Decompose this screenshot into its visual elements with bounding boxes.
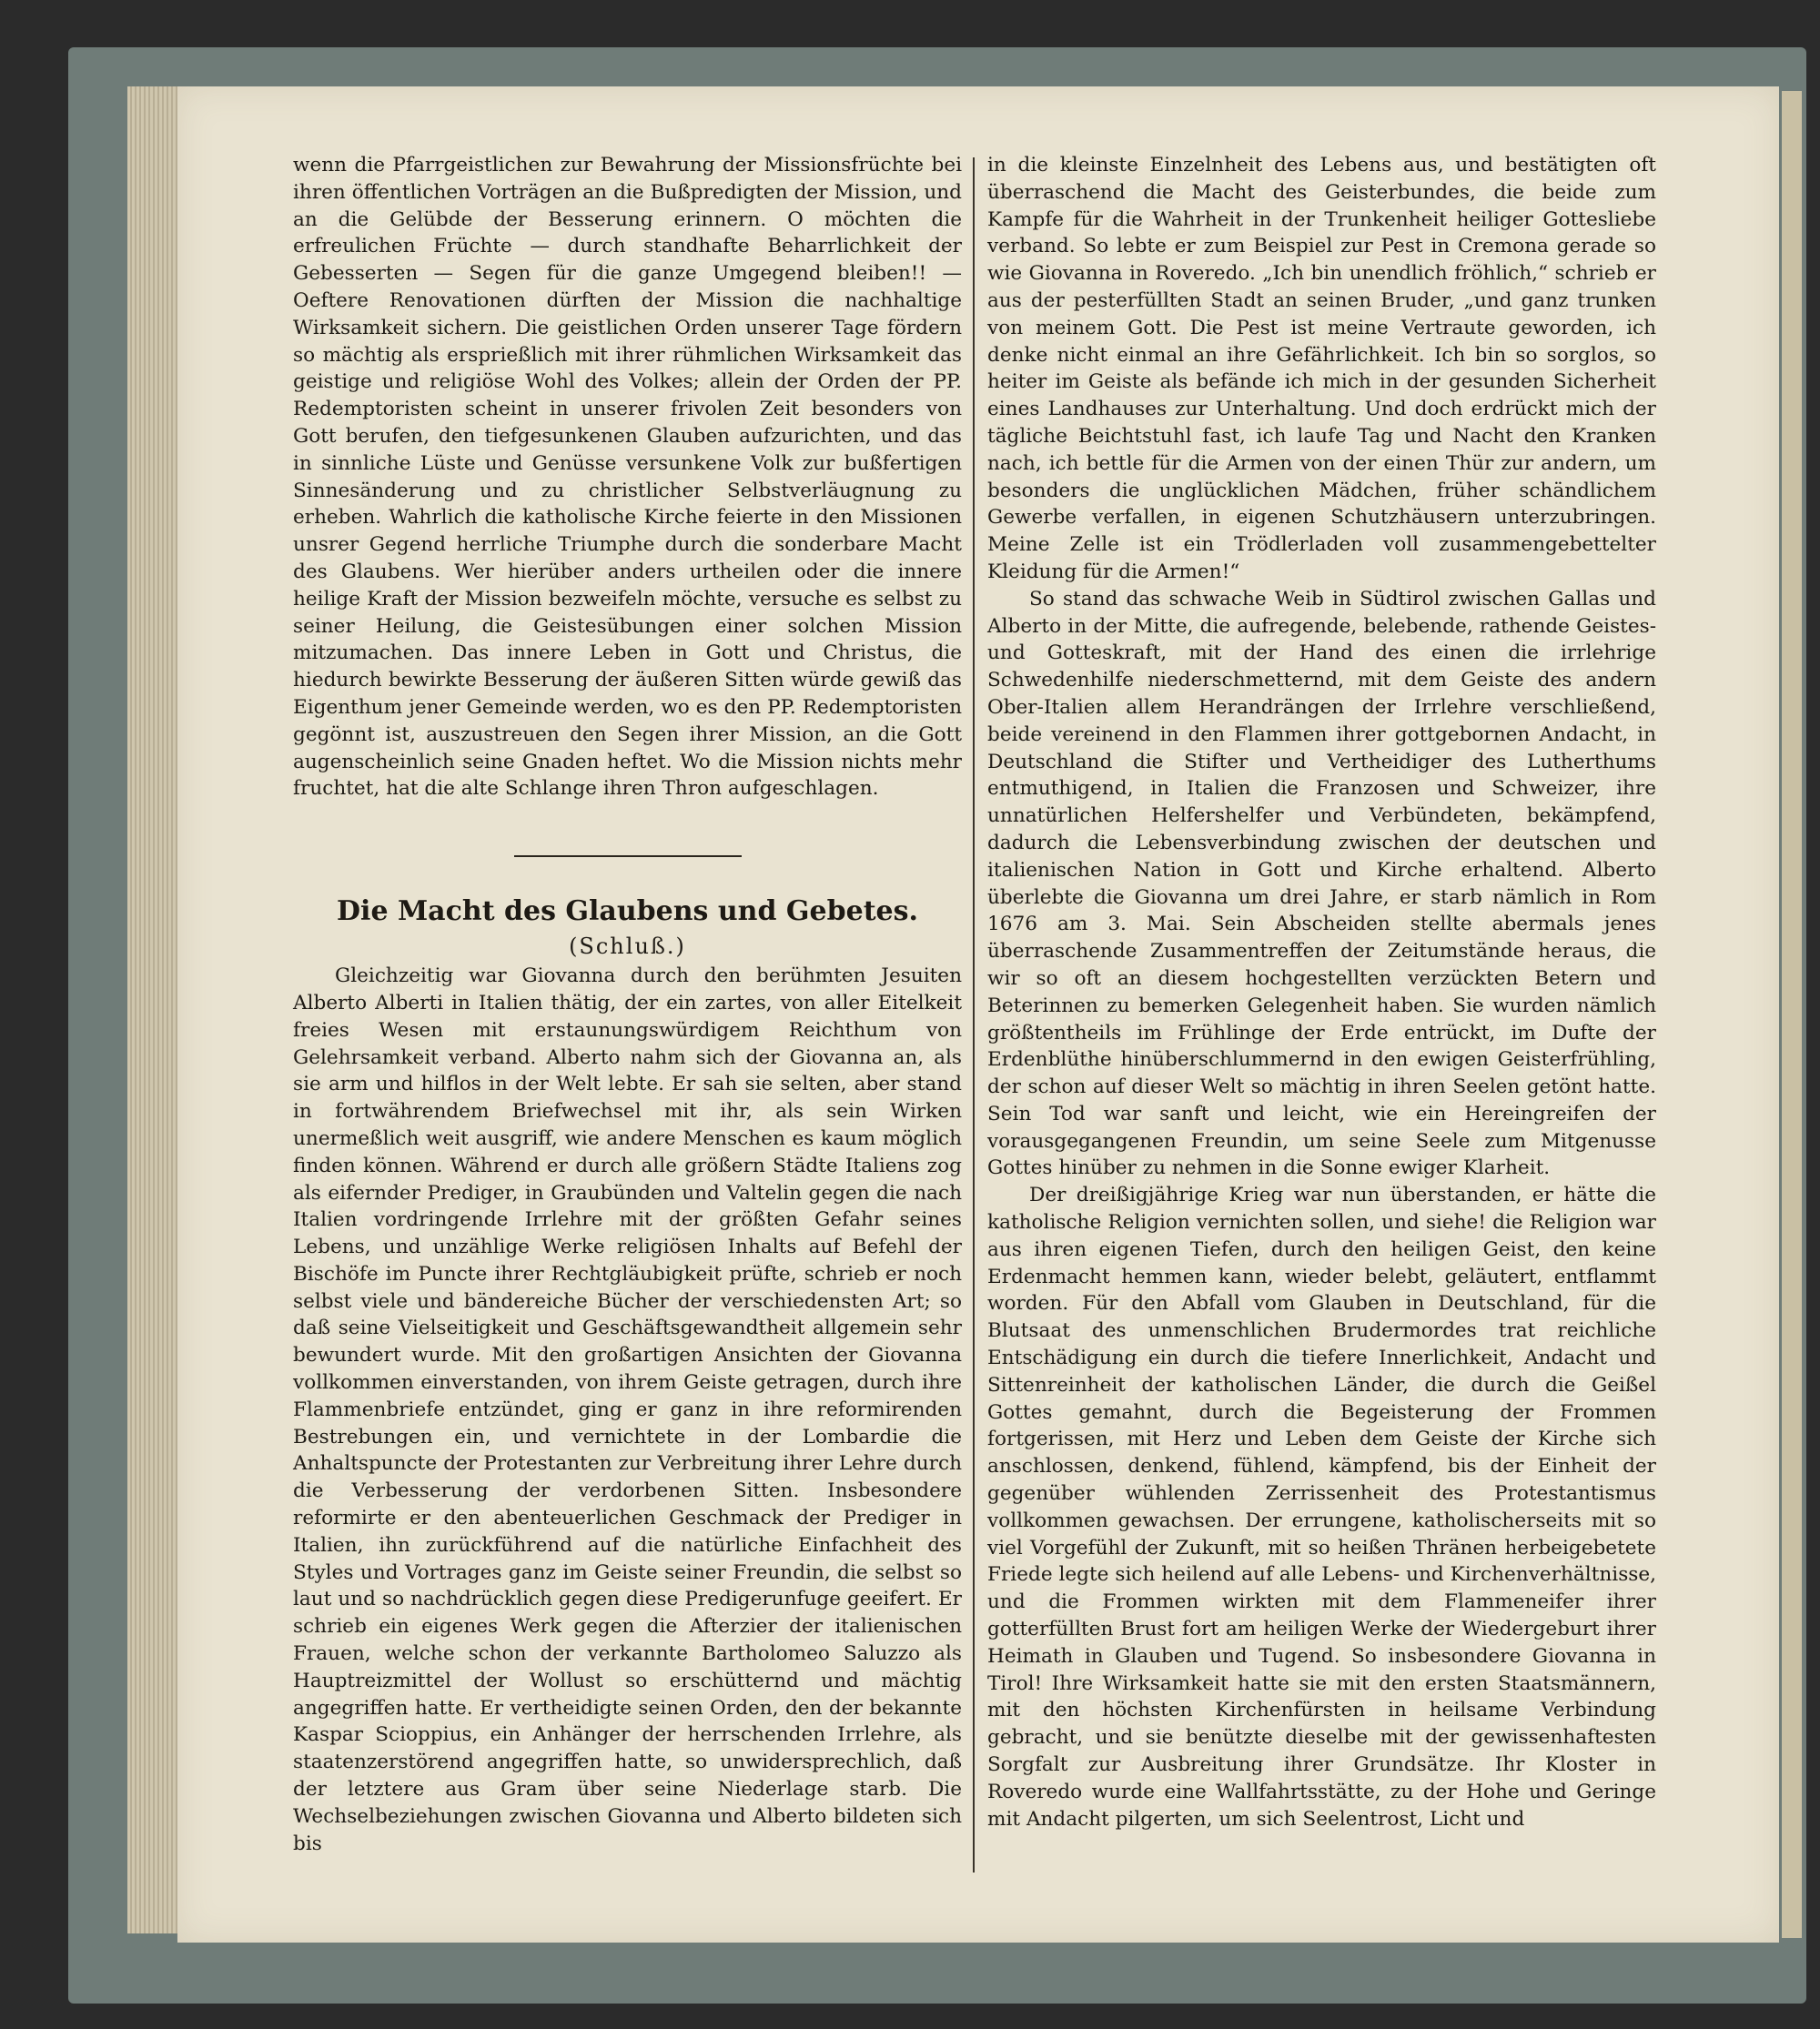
paragraph-krieg: Der dreißigjährige Krieg war nun überstanden, er hätte die katholische Religion vernichten sollen, und siehe! die Religion war aus ihren eigenen Tiefen, durch den heiligen Geist, den keine Erdenmacht hemmen kann, wieder belebt, geläutert, entflammt worden. Für den Abfall vom Glauben in Deutschland, für die Blutsaat des unmenschlichen Brudermordes trat reichliche Entschädigung ein durch die tiefere Innerlichkeit, Andacht und Sittenreinheit der katholischen Länder, die durch die Geißel Gottes gemahnt, durch die Begeisterung der Frommen fortgerissen, mit Herz und Leben dem Geiste der Kirche sich anschlossen, denkend, fühlend, kämpfend, bis der Einheit der gegenüber wühlenden Zerrissenheit des Protestantismus vollkommen gewachsen. Der errungene, katholischerseits mit so viel Vorgefühl der Zukunft, mit so heißen Thränen herbeigebetete Friede legte sich heilend auf alle Lebens- und Kirchenverhältnisse, und die Frommen wirkten mit dem Flammeneifer ihrer gotterfüllten Brust fort am heiligen Werke der Wiedergeburt ihrer Heimath in Glauben und Tugend. So insbesondere Giovanna in Tirol! Ihre Wirksamkeit hatte sie mit den ersten Staatsmännern, mit den höchsten Kirchenfürsten in heilsame Verbindung gebracht, und sie benützte dieselbe mit der gewissenhaftesten Sorgfalt zur Ausbreitung ihrer Grundsätze. Ihr Kloster in Roveredo wurde eine Wallfahrtsstätte, zu der Hohe und Geringe mit Andacht pilgerten, um sich Seelentrost, Licht und — [987, 1184, 1656, 1831]
page-edges-right — [1782, 91, 1802, 1938]
paragraph-alberto: Gleichzeitig war Giovanna durch den berühmten Jesuiten Alberto Alberti in Italien thätig, der ein zartes, von aller Eitelkeit freies Wesen mit erstaunungswürdigem Reichthum von Gelehrsamkeit verband. Alberto nahm sich der Giovanna an, als sie arm und hilflos in der Welt lebte. Er sah sie selten, aber stand in fortwährendem Briefwechsel mit ihr, als sein Wirken unermeßlich weit ausgriff, wie andere Menschen es kaum möglich finden können. Während er durch alle größern Städte Italiens zog als eifernder Prediger, in Graubünden und Valtelin gegen die nach Italien vordringende Irrlehre mit der größten Gefahr seines Lebens, und unzählige Werke religiösen Inhalts auf Befehl der Bischöfe im Puncte ihrer Rechtgläubigkeit prüfte, schrieb er noch selbst viele und bändereiche Bücher der verschiedensten Art; so daß seine Vielseitigkeit und Geschäftsgewandtheit allgemein sehr bewundert wurde. Mit den großartigen Ansichten der Giovanna vollkommen einverstanden, von ihrem Geiste getragen, durch ihre Flammenbriefe entzündet, ging er ganz in ihre reformirenden Bestrebungen ein, und vernichtete in der Lombardie die Anhaltspuncte der Protestanten zur Verbreitung ihrer Lehre durch die Verbesserung der verdorbenen Sitten. Insbesondere reformirte er den abenteuerlichen Geschmack der Prediger in Italien, ihn zurückführend auf die natürliche Einfachheit des Styles und Vortrages ganz im Geiste seiner Freundin, die selbst so laut und so nachdrücklich gegen diese Predigerunfuge geeifert. Er schrieb ein eigenes Werk gegen die Afterzier der italienischen Frauen, welche schon der verkannte Bartholomeo Saluzzo als Hauptreizmittel der Wollust so erschütternd und mächtig angegriffen hatte. Er vertheidigte seinen Orden, den der bekannte Kaspar Scioppius, ein Anhänger der herrschenden Irrlehre, als staatenzerstörend angegriffen hatte, so unwidersprechlich, daß der letztere aus Gram über seine Niederlage starb. Die Wechselbeziehungen zwischen Giovanna und Alberto bildeten sich bis — [293, 964, 962, 1855]
paragraph-suedtirol: So stand das schwache Weib in Südtirol zwischen Gallas und Alberto in der Mitte, die aufregende, belebende, rathende Geistes- und Gotteskraft, mit der Hand des einen die irrlehrige Schwedenhilfe niederschmetternd, mit dem Geiste des andern Ober-Italien allem Herandrängen der Irrlehre verschließend, beide vereinend in den Flammen ihrer gottgebornen Andacht, in Deutschland die Stifter und Vertheidiger des Lutherthums entmuthigend, in Italien die Franzosen und Schweizer, ihre unnatürlichen Helfershelfer und Verbündeten, bekämpfend, dadurch die Lebensverbindung zwischen der deutschen und italienischen Nation in Gott und Kirche erhaltend. Alberto überlebte die Giovanna um drei Jahre, er starb nämlich in Rom 1676 am 3. Mai. Sein Abscheiden stellte abermals jenes überraschende Zusammentreffen der Zeitumstände heraus, die wir so oft an diesem hochgestellten verzückten Betern und Beterinnen zu bemerken Gelegenheit haben. Sie wurden nämlich größtentheils im Frühlinge der Erde entrückt, im Dufte der Erdenblüthe hinüberschlummernd in den ewigen Geisterfrühling, der schon auf dieser Welt so mächtig in ihren Seelen getönt hatte. Sein Tod war sanft und leicht, wie ein Hereingreifen der vorausgegangenen Freundin, um seine Seele zum Mitgenusse Gottes hinüber zu nehmen in die Sonne ewiger Klarheit. — [987, 587, 1656, 1180]
paragraph-missions: wenn die Pfarrgeistlichen zur Bewahrung der Missionsfrüchte bei ihren öffentlichen Vorträgen an die Bußpredigten der Mission, und an die Gelübde der Besserung erinnern. O möchten die erfreulichen Früchte — durch standhafte Beharrlichkeit der Gebesserten — Segen für die ganze Umgegend bleiben!! — Oeftere Renovationen dürften der Mission die nachhaltige Wirksamkeit sichern. Die geistlichen Orden unserer Tage fördern so mächtig als ersprießlich mit ihrer rühmlichen Wirksamkeit das geistige und religiöse Wohl des Volkes; allein der Orden der PP. Redemptoristen scheint in unserer frivolen Zeit besonders von Gott berufen, den tiefgesunkenen Glauben aufzurichten, und das in sinnliche Lüste und Genüsse versunkene Volk zur bußfertigen Sinnesänderung und zu christlicher Selbstverläugnung zu erheben. Wahrlich die katholische Kirche feierte in den Missionen unsrer Gegend herrliche Triumphe durch die sonderbare Macht des Glaubens. Wer hierüber anders urtheilen oder die innere heilige Kraft der Mission bezweifeln möchte, versuche es selbst zu seiner Heilung, die Geistesübungen einer solchen Mission mitzumachen. Das innere Leben in Gott und Christus, die hiedurch bewirkte Besserung der äußeren Sitten würde gewiß das Eigenthum jener Gemeinde werden, wo es den PP. Redemptoristen gegönnt ist, auszustreuen den Segen ihrer Mission, an die Gott augenscheinlich seine Gnaden heftet. Wo die Mission nichts mehr fruchtet, hat die alte Schlange ihren Thron aufgeschlagen. — [293, 154, 962, 801]
article-subheading: (Schluß.) — [569, 934, 686, 960]
right-column — [987, 152, 1656, 1832]
left-column — [293, 152, 962, 1857]
book-page — [177, 86, 1779, 1943]
column-divider — [973, 157, 975, 1873]
page-edges-left — [127, 86, 182, 1933]
paragraph-continuation: in die kleinste Einzelnheit des Lebens aus, und bestätigten oft überraschend die Macht des Geisterbundes, die beide zum Kampfe für die Wahrheit in der Trunkenheit heiliger Gottesliebe verband. So lebte er zum Beispiel zur Pest in Cremona gerade so wie Giovanna in Roveredo. „Ich bin unendlich fröhlich,“ schrieb er aus der pesterfüllten Stadt an seinen Bruder, „und ganz trunken von meinem Gott. Die Pest ist meine Vertraute geworden, ich denke nicht einmal an ihre Gefährlichkeit. Ich bin so sorglos, so heiter im Geiste als befände ich mich in der gesunden Sicherheit eines Landhauses zur Unterhaltung. Und doch erdrückt mich der tägliche Beichtstuhl fast, ich laufe Tag und Nacht den Kranken nach, ich bettle für die Armen von der einen Thür zur andern, um besonders die unglücklichen Mädchen, früher schändlichem Gewerbe verfallen, in eigenen Schutzhäusern unterzubringen. Meine Zelle ist ein Trödlerladen voll zusammengebettelter Kleidung für die Armen!“ — [987, 154, 1656, 583]
article-heading: Die Macht des Glaubens und Gebetes. — [337, 895, 918, 928]
section-rule — [514, 855, 742, 857]
